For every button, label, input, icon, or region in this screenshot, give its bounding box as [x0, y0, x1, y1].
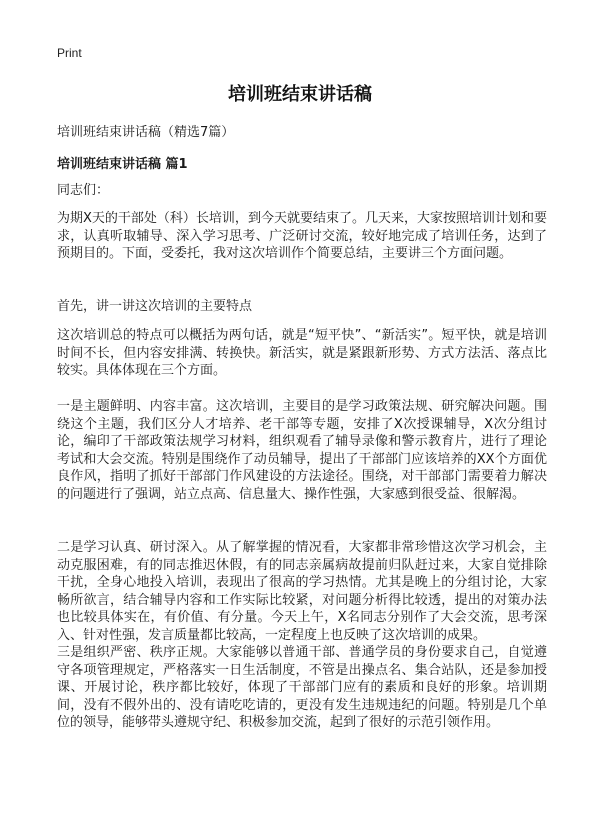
print-link[interactable]: Print [57, 46, 82, 60]
paragraph-intro: 为期X天的干部处（科）长培训，到今天就要结束了。几天来，大家按照培训计划和要求，认真听取辅导、深入学习思考、广泛研讨交流，较好地完成了培训任务，达到了预期目的。下面，受委托，我对这次培训作个简要总结，主要讲三个方面问题。 [57, 211, 547, 261]
paragraph-summary: 这次培训总的特点可以概括为两句话，就是“短平快”、“新活实”。短平快，就是培训时间不长，但内容安排满、转换快。新活实，就是紧跟新形势、方式方法活、落点比较实。具体体现在三个方面。 [57, 328, 547, 378]
paragraph-point-two: 二是学习认真、研讨深入。从了解掌握的情况看，大家都非常珍惜这次学习机会，主动克服困难，有的同志推迟休假，有的同志亲属病故提前归队赶过来，大家自觉排除干扰，全身心地投入培训，表现出了很高的学习热情。尤其是晚上的分组讨论，大家畅所欲言，结合辅导内容和工作实际比较紧，对问题分析得比较透，提出的对策办法也比较具体实在，有价值、有分量。今天上午，X名同志分别作了大会交流，思考深入、针对性强，发言质量都比较高，一定程度上也反映了这次培训的成果。 [57, 540, 547, 643]
greeting: 同志们： [57, 183, 110, 198]
document-title: 培训班结束讲话稿 [228, 84, 372, 105]
paragraph-heading-features: 首先，讲一讲这次培训的主要特点 [57, 299, 253, 314]
paragraph-point-three: 三是组织严密、秩序正规。大家能够以普通干部、普通学员的身份要求自己，自觉遵守各项管理规定，严格落实一日生活制度，不管是出操点名、集合站队，还是参加授课、开展讨论，秩序都比较好，体现了干部部门应有的素质和良好的形象。培训期间，没有不假外出的、没有请吃吃请的，更没有发生违规违纪的问题。特别是几个单位的领导，能够带头遵规守纪、积极参加交流，起到了很好的示范引领作用。 [57, 645, 547, 730]
document-subtitle: 培训班结束讲话稿（精选7篇） [57, 125, 235, 140]
paragraph-point-one: 一是主题鲜明、内容丰富。这次培训，主要目的是学习政策法规、研究解决问题。围绕这个主题，我们区分人才培养、老干部等专题，安排了X次授课辅导，X次分组讨论，编印了干部政策法规学习材料，组织观看了辅导录像和警示教育片，进行了理论考试和大会交流。特别是围绕作了动员辅导，提出了干部部门应该培养的XX个方面优良作风，指明了抓好干部部门作风建设的方法途径。围绕，对干部部门需要着力解决的问题进行了强调，站立点高、信息量大、操作性强，大家感到很受益、很解渴。 [57, 399, 547, 502]
section-heading: 培训班结束讲话稿 篇1 [57, 157, 188, 172]
